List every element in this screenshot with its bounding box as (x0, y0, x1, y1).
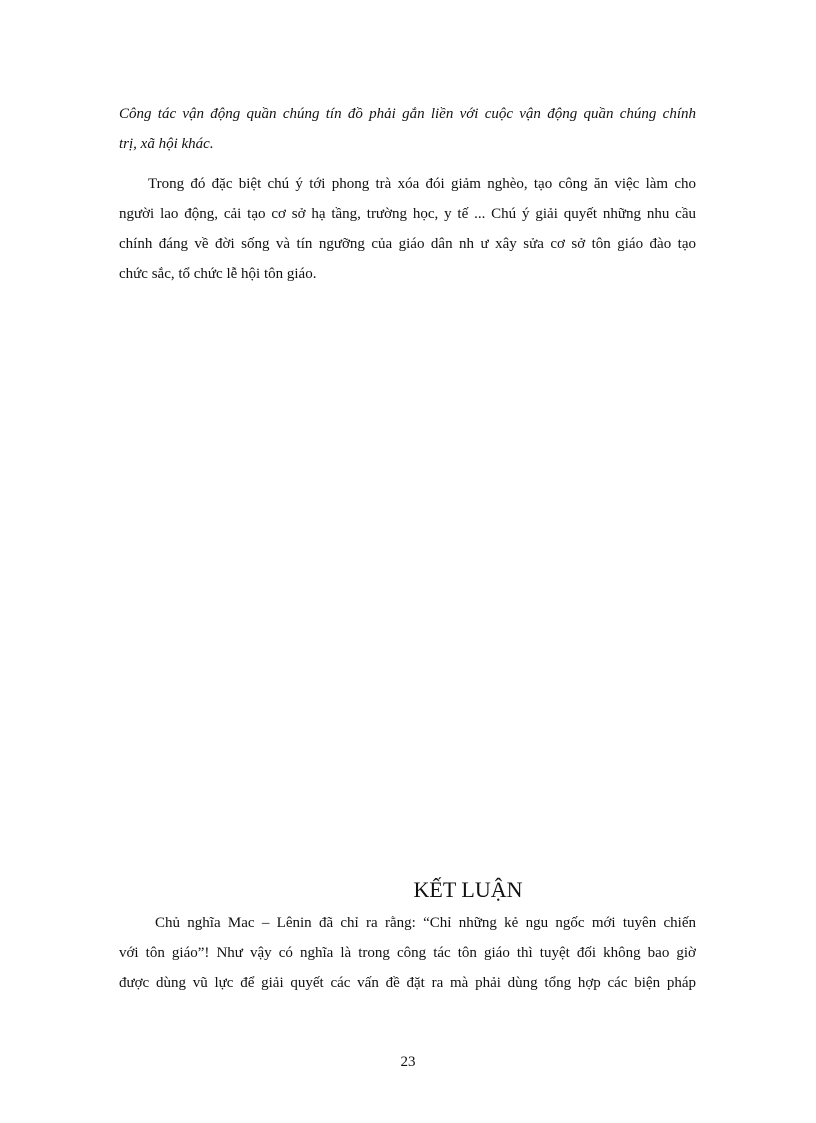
conclusion-line-2: với tôn giáo”! Như vậy có nghĩa là trong công tác tôn giáo thì tuyệt đối không bao giờ (119, 945, 696, 961)
social-line-2: người lao động, cải tạo cơ sở hạ tầng, trường học, y tế ... Chú ý giải quyết những nhu cầu (119, 206, 696, 222)
social-line-1: Trong đó đặc biệt chú ý tới phong trà xóa đói giảm nghèo, tạo công ăn việc làm cho (148, 176, 696, 192)
conclusion-heading-row (0, 876, 816, 904)
conclusion-line-1: Chủ nghĩa Mac – Lênin đã chỉ ra rằng: “Chỉ những kẻ ngu ngốc mới tuyên chiến (155, 915, 696, 931)
intro-line-1: Công tác vận động quần chúng tín đồ phải gắn liền với cuộc vận động quần chúng chính (119, 106, 696, 122)
social-line-3: chính đáng về đời sống và tín ngưỡng của giáo dân nh ư xây sửa cơ sở tôn giáo đào tạo (119, 236, 696, 252)
page-number: 23 (400, 1054, 416, 1070)
intro-line-2: trị, xã hội khác. (119, 136, 214, 152)
social-line-4: chức sắc, tổ chức lễ hội tôn giáo. (119, 266, 317, 282)
conclusion-line-3: được dùng vũ lực để giải quyết các vấn đề đặt ra mà phải dùng tổng hợp các biện pháp (119, 975, 696, 991)
conclusion-heading: KẾT LUẬN (413, 877, 523, 902)
